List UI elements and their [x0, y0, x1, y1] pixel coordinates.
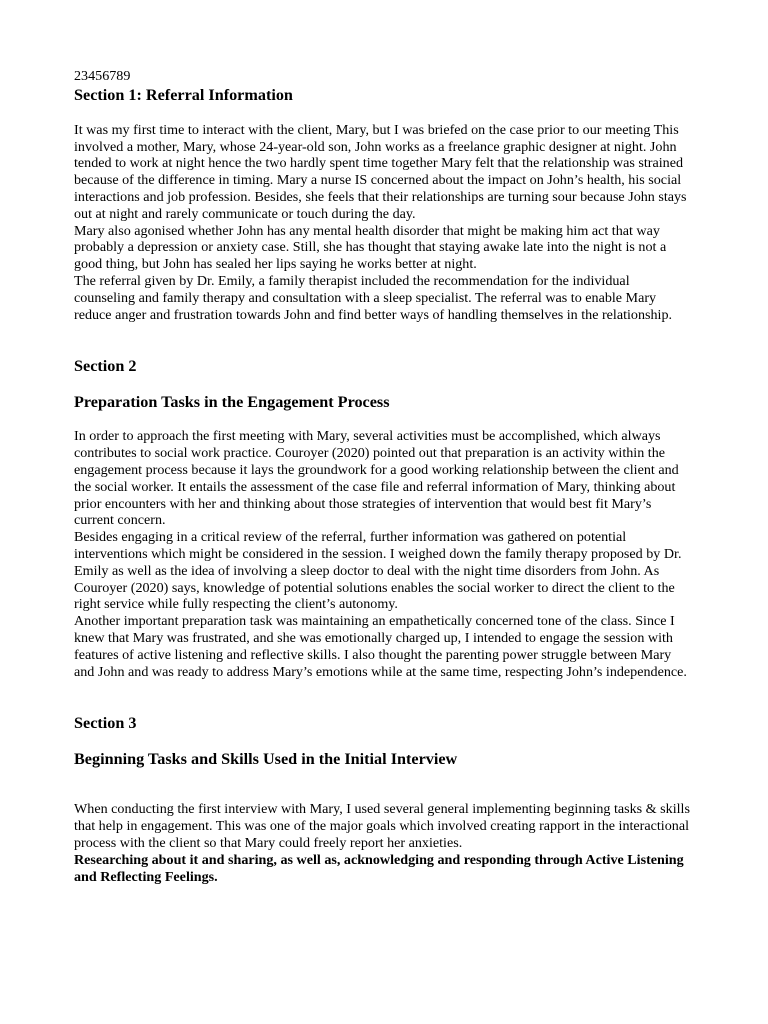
section-3-subheading: Beginning Tasks and Skills Used in the Initial Interview: [74, 750, 458, 769]
section-3-bold-paragraph: Researching about it and sharing, as well as, acknowledging and responding through Active Listening and Reflecting Feelings.: [74, 851, 684, 885]
document-id: 23456789: [74, 68, 131, 84]
section-2-paragraph-2: Besides engaging in a critical review of the referral, further information was gathered on potential interventions which might be considered in the session. I weighed down the family therapy proposed by Dr. Emily as well as the idea of involving a sleep doctor to deal with the night time disorders from John. As Couroyer (2020) says, knowledge of potential solutions enables the social worker to direct the client to the right service while fully respecting the client’s autonomy.: [74, 529, 682, 613]
section-1-paragraph-1: It was my first time to interact with the client, Mary, but I was briefed on the case prior to our meeting This involved a mother, Mary, whose 24-year-old son, John works as a freelance graphic designer at night. John tended to work at night hence the two hardly spent time together Mary felt that the relationship was strained because of the difference in timing. Mary a nurse IS concerned about the impact on John’s health, his social interactions and job profession. Besides, she feels that their relationships are turning sour because John stays out at night and rarely communicate or touch during the day.: [74, 121, 687, 222]
section-3-paragraph-1: When conducting the first interview with Mary, I used several general implementing beginning tasks & skills that help in engagement. This was one of the major goals which involved creating rapport in the interactional process with the client so that Mary could freely report her anxieties.: [74, 801, 690, 851]
section-2-heading: Section 2: [74, 357, 137, 376]
section-2-subheading: Preparation Tasks in the Engagement Process: [74, 393, 390, 412]
section-1-heading: Section 1: Referral Information: [74, 85, 293, 104]
section-2-paragraph-3: Another important preparation task was maintaining an empathetically concerned tone of the class. Since I knew that Mary was frustrated, and she was emotionally charged up, I intended to engage the session with features of active listening and reflective skills. I also thought the parenting power struggle between Mary and John and was ready to address Mary’s emotions while at the same time, respecting John’s independence.: [74, 613, 687, 680]
section-3-heading: Section 3: [74, 714, 137, 733]
section-2-paragraph-1: In order to approach the first meeting with Mary, several activities must be accomplished, which always contributes to social work practice. Couroyer (2020) pointed out that preparation is an activity within the engagement process because it lays the groundwork for a good working relationship between the client and the social worker. It entails the assessment of the case file and referral information of Mary, thinking about prior encounters with her and thinking about those strategies of intervention that would best fit Mary’s current concern.: [74, 428, 679, 529]
section-1-paragraph-2: Mary also agonised whether John has any mental health disorder that might be making him act that way probably a depression or anxiety case. Still, she has thought that staying awake late into the night is not a good thing, but John has sealed her lips saying he works better at night.: [74, 222, 667, 273]
section-1-paragraph-3: The referral given by Dr. Emily, a family therapist included the recommendation for the individual counseling and family therapy and consultation with a sleep specialist. The referral was to enable Mary reduce anger and frustration towards John and find better ways of handling themselves in the relationship.: [74, 272, 673, 323]
document-page: [74, 68, 694, 885]
